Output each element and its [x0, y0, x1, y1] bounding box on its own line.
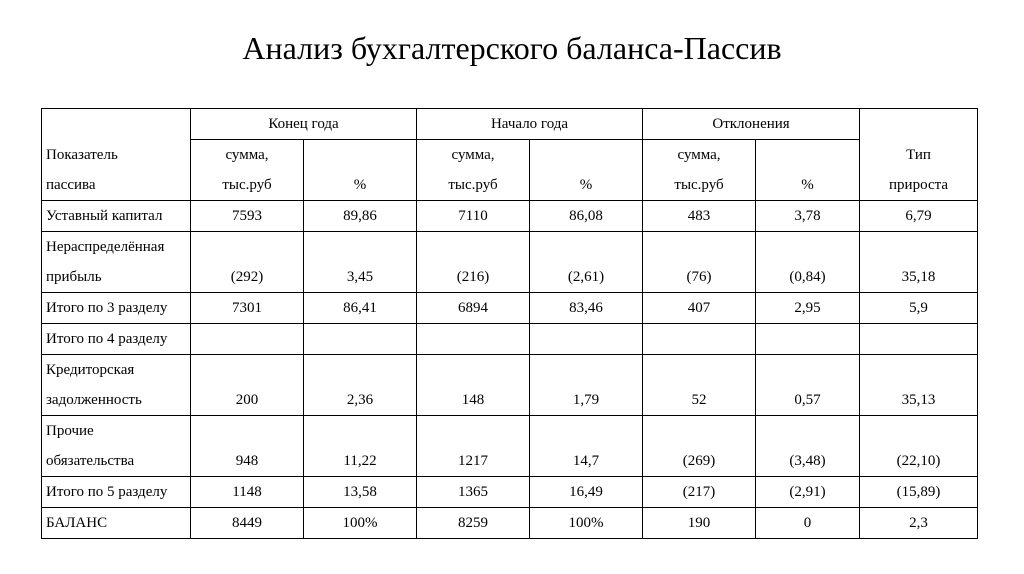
header-sum-end [191, 140, 304, 201]
header-growth-type [860, 109, 978, 201]
table-cell: 3,45 [304, 232, 417, 293]
table-cell: 1365 [417, 477, 530, 508]
table-cell: 7593 [191, 201, 304, 232]
table-cell: 86,08 [530, 201, 643, 232]
table-cell: 948 [191, 416, 304, 477]
header-indicator [42, 109, 191, 201]
row-label-line: обязательства [46, 453, 135, 469]
table-cell: 11,22 [304, 416, 417, 477]
row-label-line: Итого по 4 разделу [46, 331, 168, 347]
header-sum-start [417, 140, 530, 201]
row-label-line: Прочие [46, 423, 94, 439]
table-cell: 16,49 [530, 477, 643, 508]
table-cell: 8259 [417, 508, 530, 539]
table-cell: (15,89) [860, 477, 978, 508]
table-cell: 14,7 [530, 416, 643, 477]
row-label [42, 232, 191, 293]
table-cell: 148 [417, 355, 530, 416]
table-cell: (269) [643, 416, 756, 477]
row-label [42, 201, 191, 232]
header-sum-line1: сумма, [451, 147, 495, 163]
table-cell: 8449 [191, 508, 304, 539]
table-cell: 0 [756, 508, 860, 539]
table-cell: 52 [643, 355, 756, 416]
row-label-line: Кредиторская [46, 362, 135, 378]
page-title: Анализ бухгалтерского баланса-Пассив [242, 30, 782, 66]
header-indicator-line1: Показатель [46, 147, 118, 163]
header-sum-line1: сумма, [677, 147, 721, 163]
table-cell: 35,13 [860, 355, 978, 416]
header-type-line1: Тип [906, 147, 931, 163]
table-cell: 200 [191, 355, 304, 416]
table-cell: 6,79 [860, 201, 978, 232]
row-label [42, 416, 191, 477]
table-row [42, 508, 978, 539]
header-sum-line1: сумма, [225, 147, 269, 163]
table-row [42, 232, 978, 293]
table-cell: 3,78 [756, 201, 860, 232]
table-cell: 86,41 [304, 293, 417, 324]
table-cell: 407 [643, 293, 756, 324]
header-sum-line2: тыс.руб [448, 177, 498, 193]
row-label [42, 355, 191, 416]
header-percent-start: % [530, 140, 643, 201]
table-cell: (76) [643, 232, 756, 293]
table-cell: 0,57 [756, 355, 860, 416]
header-sum-deviation [643, 140, 756, 201]
row-label [42, 293, 191, 324]
header-type-line2: прироста [889, 177, 949, 193]
header-group-end-of-year: Конец года [191, 109, 417, 140]
table-cell: (217) [643, 477, 756, 508]
header-group-deviations: Отклонения [643, 109, 860, 140]
table-cell [530, 324, 643, 355]
table-cell: 89,86 [304, 201, 417, 232]
row-label-line: Уставный капитал [46, 208, 163, 224]
table-cell: 1217 [417, 416, 530, 477]
row-label [42, 477, 191, 508]
table-cell: (3,48) [756, 416, 860, 477]
row-label-line: Итого по 5 разделу [46, 484, 168, 500]
table-cell [643, 324, 756, 355]
header-indicator-line2: пассива [46, 177, 96, 193]
table-cell: 483 [643, 201, 756, 232]
table-cell: (292) [191, 232, 304, 293]
table-cell: 5,9 [860, 293, 978, 324]
table-cell: 2,3 [860, 508, 978, 539]
header-percent-end: % [304, 140, 417, 201]
table-cell: 100% [304, 508, 417, 539]
header-sum-line2: тыс.руб [222, 177, 272, 193]
row-label-line: БАЛАНС [46, 515, 108, 531]
table-cell: (22,10) [860, 416, 978, 477]
table-cell: (2,91) [756, 477, 860, 508]
row-label-line: задолженность [46, 392, 142, 408]
table-cell: 7301 [191, 293, 304, 324]
balance-table [41, 108, 978, 539]
header-percent-deviation: % [756, 140, 860, 201]
table-cell: 6894 [417, 293, 530, 324]
table-cell [191, 324, 304, 355]
table-cell: 7110 [417, 201, 530, 232]
table-cell: 83,46 [530, 293, 643, 324]
row-label-line: прибыль [46, 269, 102, 285]
table-cell [756, 324, 860, 355]
table-cell: (2,61) [530, 232, 643, 293]
table-row [42, 355, 978, 416]
row-label-line: Нераспределённая [46, 239, 165, 255]
header-group-start-of-year: Начало года [417, 109, 643, 140]
table-cell: 190 [643, 508, 756, 539]
table-cell [304, 324, 417, 355]
table-cell: 100% [530, 508, 643, 539]
table-cell: 2,36 [304, 355, 417, 416]
table-cell: 1,79 [530, 355, 643, 416]
table-cell: 1148 [191, 477, 304, 508]
table-cell [417, 324, 530, 355]
row-label-line: Итого по 3 разделу [46, 300, 168, 316]
table-row [42, 324, 978, 355]
table-row [42, 293, 978, 324]
table-cell: (0,84) [756, 232, 860, 293]
table-cell: (216) [417, 232, 530, 293]
table-cell: 2,95 [756, 293, 860, 324]
table-cell: 35,18 [860, 232, 978, 293]
table-row [42, 201, 978, 232]
table-cell [860, 324, 978, 355]
table-row [42, 477, 978, 508]
table-row [42, 416, 978, 477]
table-cell: 13,58 [304, 477, 417, 508]
header-sum-line2: тыс.руб [674, 177, 724, 193]
row-label [42, 508, 191, 539]
row-label [42, 324, 191, 355]
